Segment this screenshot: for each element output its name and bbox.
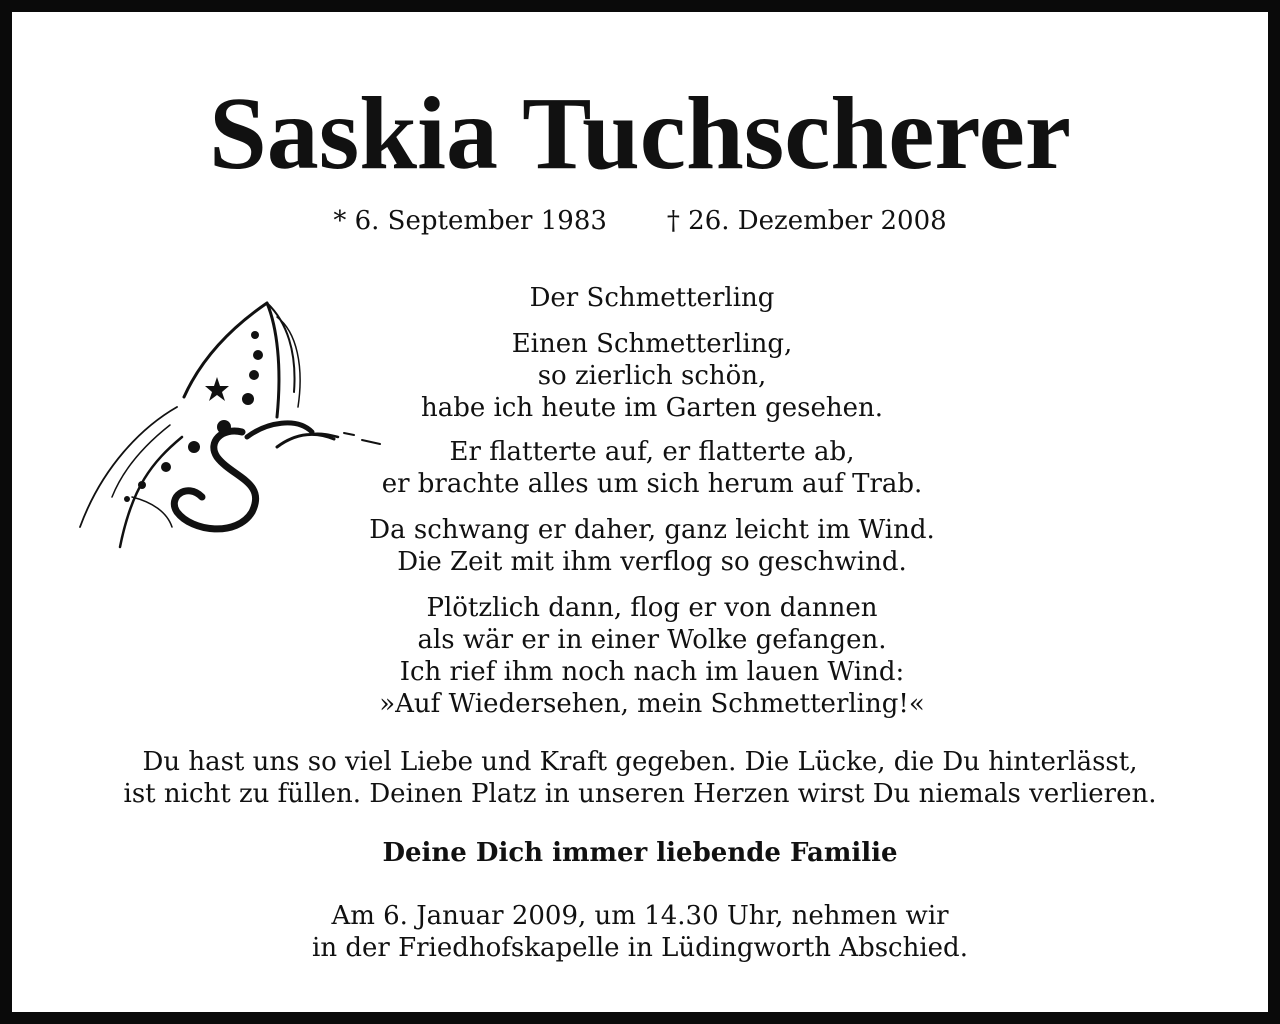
poem-line: Die Zeit mit ihm verflog so geschwind. (397, 547, 907, 577)
service-info (12, 900, 1268, 964)
poem-line: habe ich heute im Garten gesehen. (420, 393, 884, 423)
tribute-line: Du hast uns so viel Liebe und Kraft gegeben. Die Lücke, die Du hinterlässt, (142, 747, 1138, 777)
poem-line: als wär er in einer Wolke gefangen. (417, 625, 887, 655)
poem-stanza-4 (302, 592, 1002, 720)
poem-stanza-2 (302, 436, 1002, 500)
poem-stanza-3 (302, 514, 1002, 578)
poem-line: Ich rief ihm noch nach im lauen Wind: (399, 657, 905, 687)
poem-line: Einen Schmetterling, (511, 329, 793, 359)
life-dates (12, 208, 1268, 234)
service-line: Am 6. Januar 2009, um 14.30 Uhr, nehmen wir (331, 901, 949, 931)
family-signature: Deine Dich immer liebende Familie (382, 838, 898, 868)
poem-line: »Auf Wiedersehen, mein Schmetterling!« (379, 689, 925, 719)
poem-line: Plötzlich dann, flog er von dannen (426, 593, 878, 623)
poem-stanza-1 (302, 328, 1002, 424)
poem-line: Er flatterte auf, er flatterte ab, (449, 437, 855, 467)
tribute-line: ist nicht zu füllen. Deinen Platz in unseren Herzen wirst Du niemals verlieren. (123, 779, 1157, 809)
deceased-name: Saskia Tuchscherer (208, 76, 1072, 191)
poem-line: Da schwang er daher, ganz leicht im Wind. (369, 515, 935, 545)
tribute-text (52, 746, 1228, 810)
poem-title: Der Schmetterling (529, 283, 775, 313)
death-date: † 26. Dezember 2008 (666, 206, 947, 236)
service-line: in der Friedhofskapelle in Lüdingworth Abschied. (312, 933, 968, 963)
poem-line: so zierlich schön, (537, 361, 767, 391)
birth-date: * 6. September 1983 (333, 206, 607, 236)
poem-line: er brachte alles um sich herum auf Trab. (381, 469, 923, 499)
